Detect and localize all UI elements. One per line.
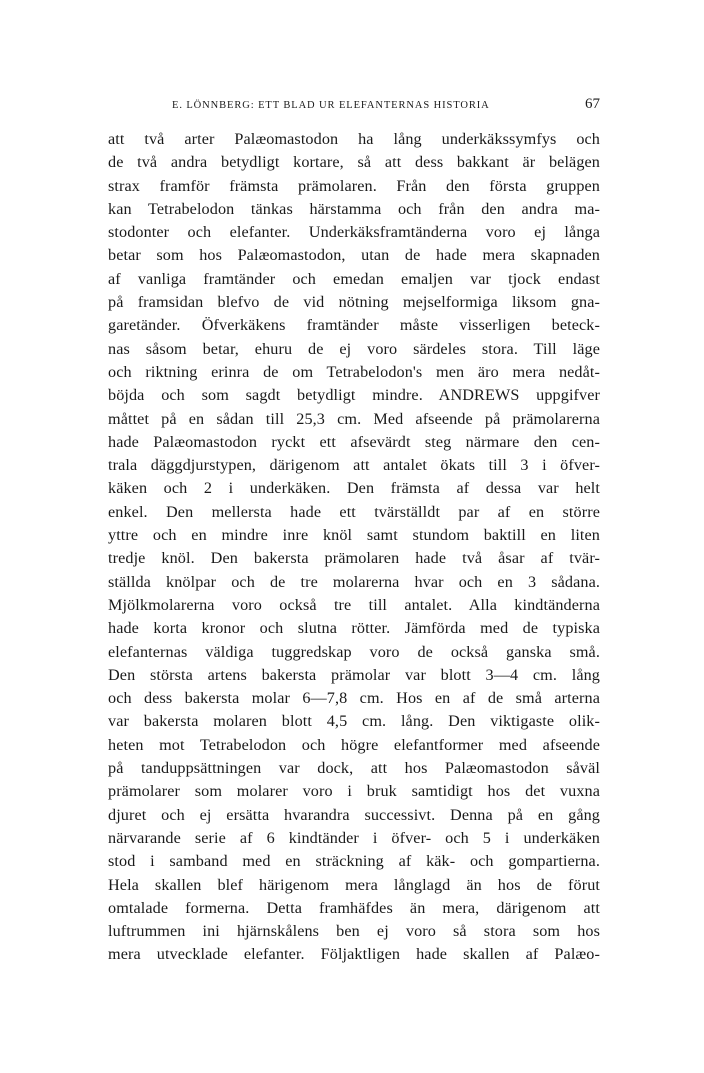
text-line: de två andra betydligt kortare, så att dess bakkant är belägen (108, 153, 600, 172)
text-line: heten mot Tetrabelodon och högre elefantformer med afseende (108, 735, 600, 754)
text-line: betar som hos Palæomastodon, utan de hade mera skapnaden (108, 246, 600, 265)
text-line: Hela skallen blef härigenom mera långlagd än hos de förut (108, 875, 600, 894)
text-line: ställda knölpar och de tre molarerna hvar och en 3 sådana. (108, 572, 600, 591)
text-line: och riktning erinra de om Tetrabelodon's men äro mera nedåt- (108, 362, 600, 381)
text-line: trala däggdjurstypen, därigenom att antalet ökats till 3 i öfver- (108, 456, 600, 475)
text-line: luftrummen ini hjärnskålens ben ej voro så stora som hos (108, 922, 600, 941)
text-line: närvarande serie af 6 kindtänder i öfver- och 5 i underkäken (108, 828, 600, 847)
text-line: garetänder. Öfverkäkens framtänder måste visserligen beteck- (108, 316, 600, 335)
text-line: stodonter och elefanter. Underkäksframtänderna voro ej långa (108, 223, 600, 242)
page-number: 67 (585, 96, 600, 112)
text-line: och dess bakersta molar 6—7,8 cm. Hos en af de små arterna (108, 689, 600, 708)
running-title: E. LÖNNBERG: ETT BLAD UR ELEFANTERNAS HISTORIA (172, 100, 490, 111)
text-line: kan Tetrabelodon tänkas härstamma och från den andra ma- (108, 199, 600, 218)
text-line: elefanternas väldiga tuggredskap voro de också ganska små. (108, 642, 600, 661)
text-line: omtalade formerna. Detta framhäfdes än mera, därigenom att (108, 898, 600, 917)
text-line: stod i samband med en sträckning af käk- och gompartierna. (108, 852, 600, 871)
text-line: mera utvecklade elefanter. Följaktligen hade skallen af Palæo- (108, 945, 600, 964)
text-line: käken och 2 i underkäken. Den främsta af dessa var helt (108, 479, 600, 498)
running-head (108, 96, 600, 113)
text-line: djuret och ej ersätta hvarandra successivt. Denna på en gång (108, 805, 600, 824)
text-line: strax framför främsta prämolaren. Från den första gruppen (108, 176, 600, 195)
text-line: prämolarer som molarer voro i bruk samtidigt hos det vuxna (108, 782, 600, 801)
text-line: på tanduppsättningen var dock, att hos Palæomastodon såväl (108, 759, 600, 778)
text-line: nas såsom betar, ehuru de ej voro särdeles stora. Till läge (108, 339, 600, 358)
text-line: hade Palæomastodon ryckt ett afsevärdt steg närmare den cen- (108, 432, 600, 451)
text-line: att två arter Palæomastodon ha lång underkäkssymfys och (108, 130, 600, 148)
text-line: tredje knöl. Den bakersta prämolaren hade två åsar af tvär- (108, 549, 600, 568)
text-line: på framsidan blefvo de vid nötning mejselformiga liksom gna- (108, 293, 600, 312)
text-line: var bakersta molaren blott 4,5 cm. lång. Den viktigaste olik- (108, 712, 600, 731)
text-line: af vanliga framtänder och emedan emaljen var tjock endast (108, 269, 600, 288)
text-line: hade korta kronor och slutna rötter. Jämförda med de typiska (108, 619, 600, 638)
text-line: Mjölkmolarerna voro också tre till antalet. Alla kindtänderna (108, 595, 600, 614)
text-line: enkel. Den mellersta hade ett tvärställdt par af en större (108, 502, 600, 521)
text-line: böjda och som sagdt betydligt mindre. ANDREWS uppgifver (108, 386, 600, 405)
body-text (108, 128, 600, 967)
text-line: yttre och en mindre inre knöl samt stundom baktill en liten (108, 526, 600, 545)
text-line: måttet på en sådan till 25,3 cm. Med afseende på prämolarerna (108, 409, 600, 428)
text-line: Den största artens bakersta prämolar var blott 3—4 cm. lång (108, 665, 600, 684)
